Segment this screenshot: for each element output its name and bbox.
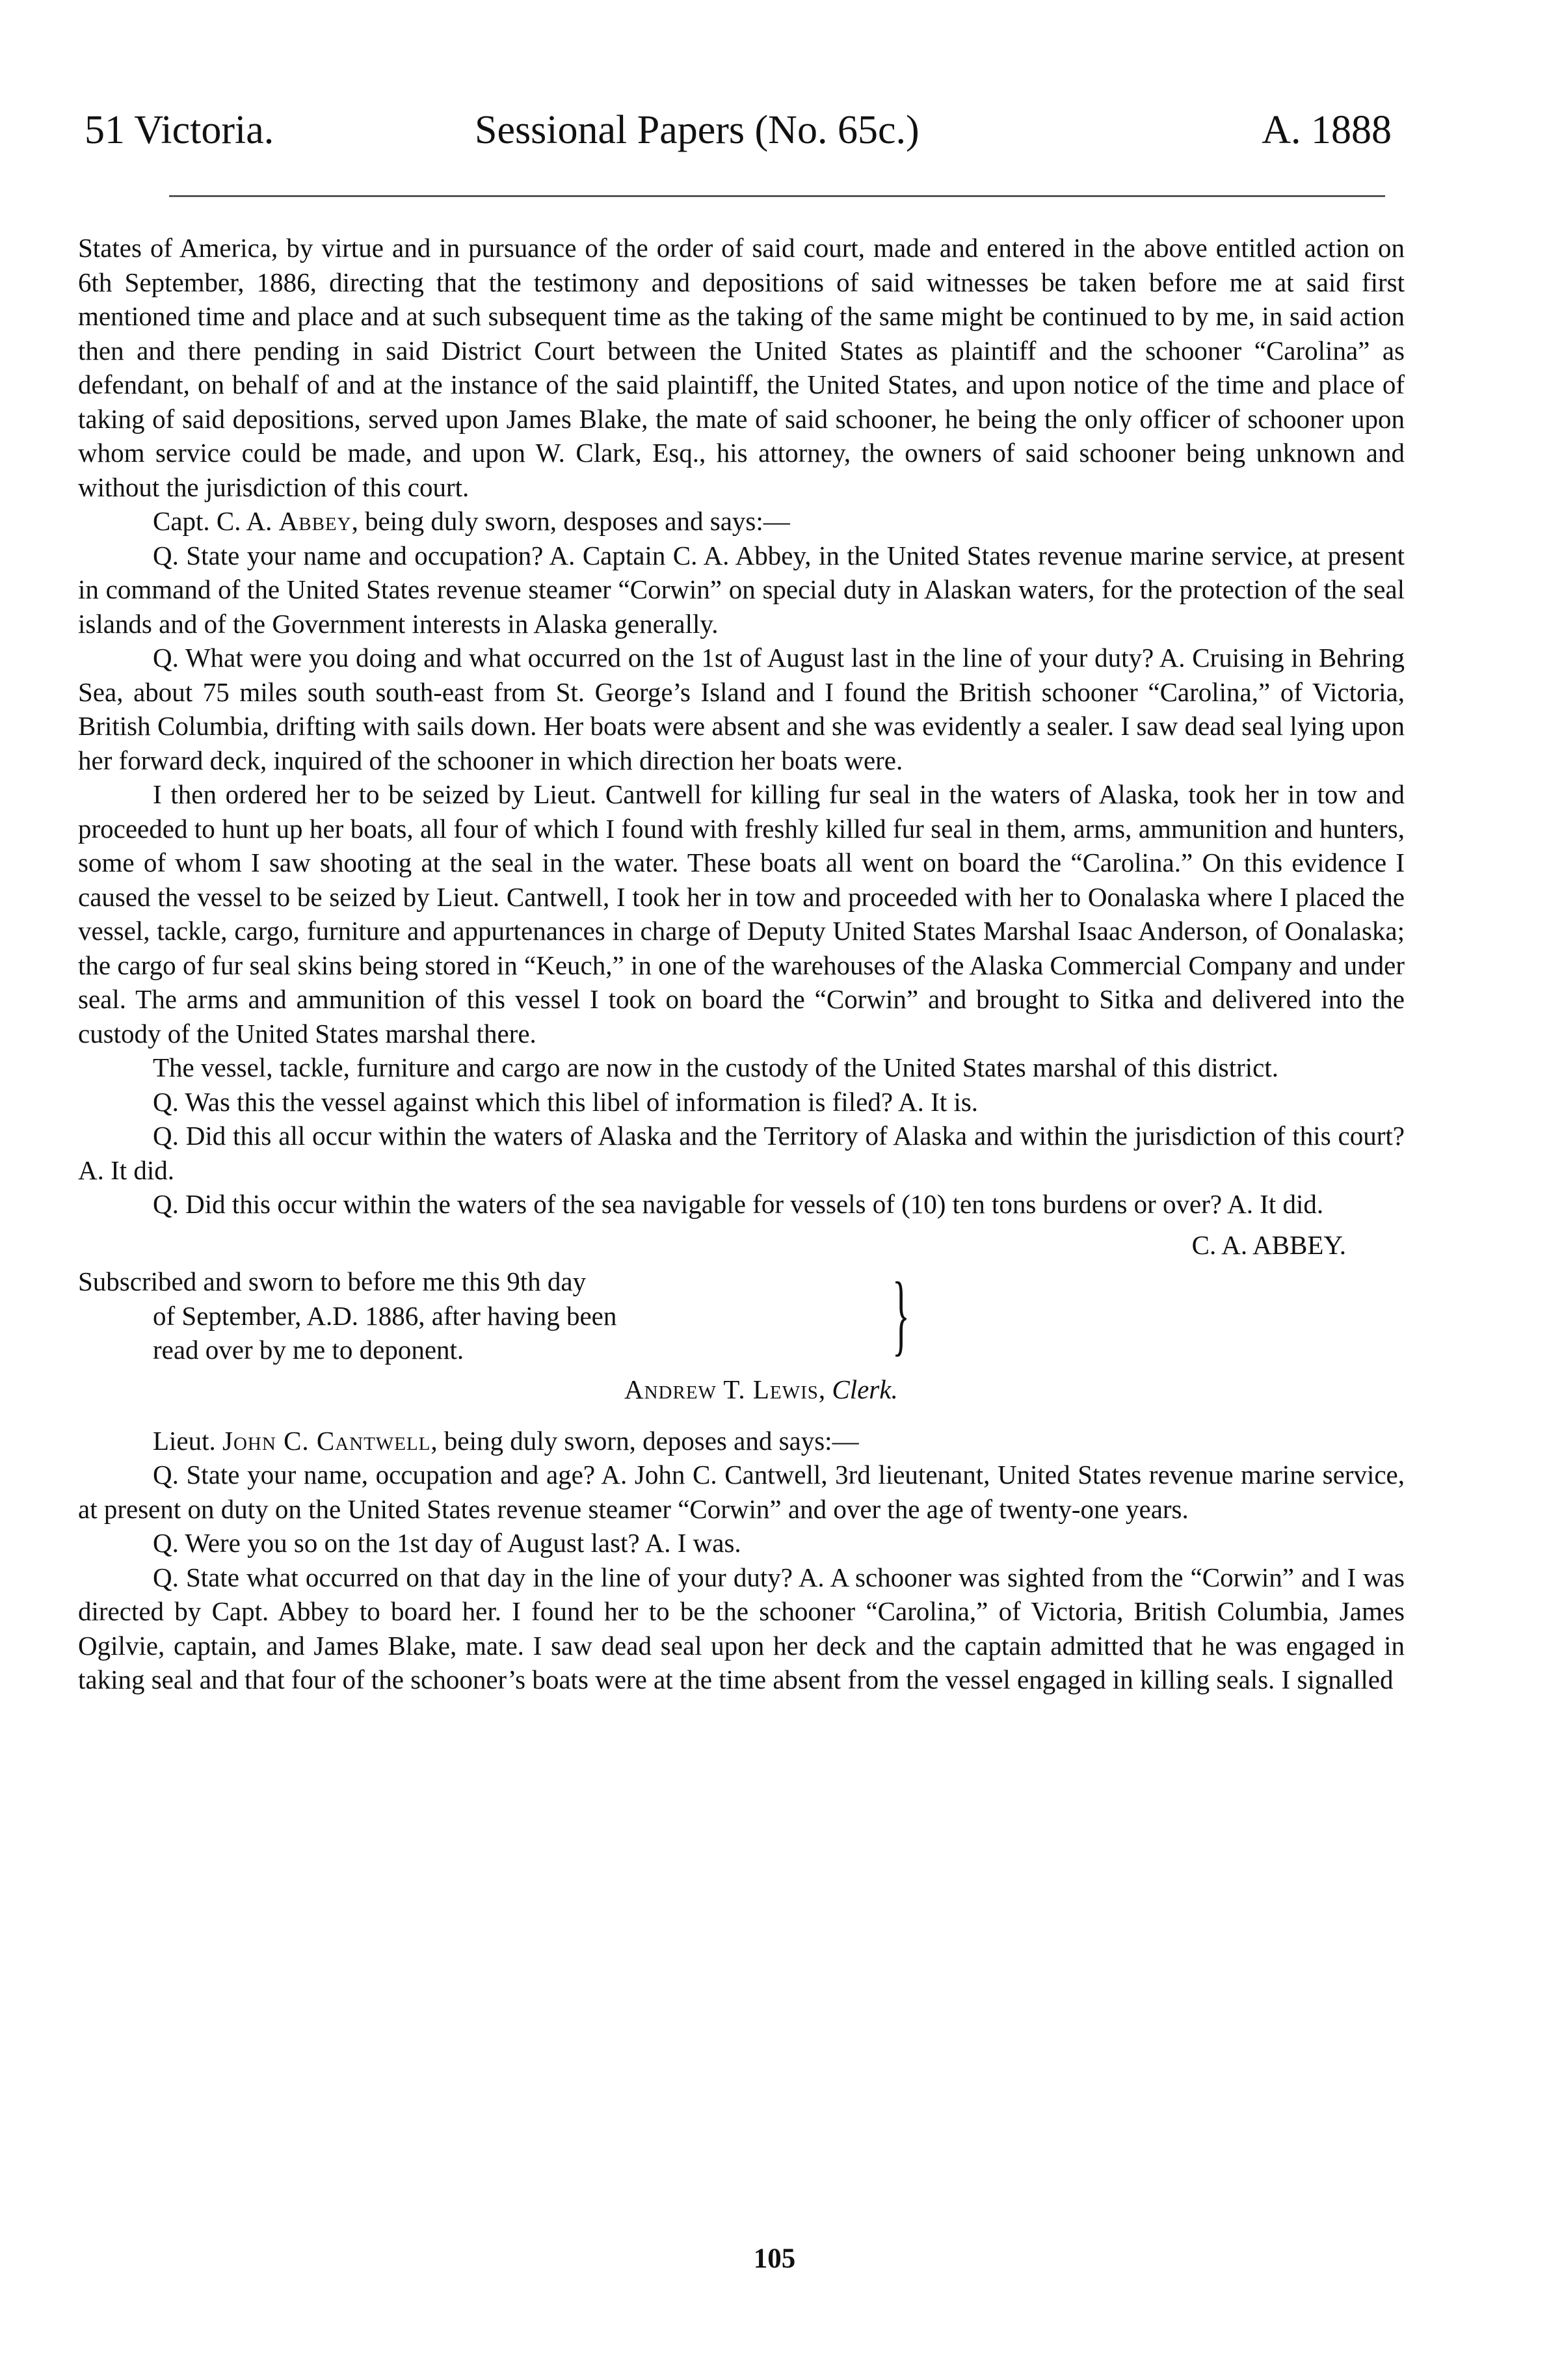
clerk-name: Andrew T. Lewis — [624, 1374, 819, 1404]
document-body — [78, 231, 1405, 1697]
abbey-paragraph: Q. State your name and occupation? A. Captain C. A. Abbey, in the United States revenue marine service, at present in command of the United States revenue steamer “Corwin” on special duty in Alaskan waters, for the protection of the seal islands and of the Government interests in Alaska generally. — [78, 540, 1405, 639]
running-header — [85, 107, 1392, 166]
jurat-brace: } — [892, 1264, 910, 1365]
header-year: A. 1888 — [1262, 108, 1392, 152]
jurat-line: Subscribed and sworn to before me this 9th day — [78, 1266, 587, 1296]
jurat-block — [78, 1264, 1405, 1370]
abbey-intro-prefix: Capt. C. A. — [153, 506, 279, 536]
jurat-line: read over by me to deponent. — [153, 1335, 464, 1365]
abbey-intro — [78, 504, 1405, 539]
cantwell-intro — [78, 1424, 1405, 1458]
cantwell-paragraph: Q. State your name, occupation and age? A. John C. Cantwell, 3rd lieutenant, United States revenue marine service, at present on duty on the United States revenue steamer “Corwin” and over the age of twenty-one years. — [78, 1460, 1405, 1524]
cantwell-intro-name: John C. Cantwell — [222, 1425, 431, 1456]
abbey-paragraph: The vessel, tackle, furniture and cargo are now in the custody of the United States marshal of this district. — [153, 1052, 1279, 1082]
abbey-paragraph: Q. Was this the vessel against which this libel of information is filed? A. It is. — [153, 1086, 979, 1117]
jurat-text — [78, 1264, 858, 1367]
abbey-intro-suffix: , being duly sworn, desposes and says:— — [351, 506, 790, 536]
clerk-signature — [78, 1372, 1405, 1407]
abbey-signature: C. A. ABBEY. — [1191, 1229, 1346, 1260]
jurat-line: of September, A.D. 1886, after having been — [153, 1300, 617, 1331]
clerk-title: Clerk. — [832, 1374, 898, 1404]
opening-paragraph: States of America, by virtue and in pursuance of the order of said court, made and entered in the above entitled action on 6th September, 1886, directing that the testimony and depositions of said witnesses be taken before me at said first mentioned time and place and at such subsequent time as the taking of the same might be continued to by me, in said action then and there pending in said District Court between the United States as plaintiff and the schooner “Carolina” as defendant, on behalf of and at the instance of the said plaintiff, the United States, and upon notice of the time and place of taking of said depositions, served upon James Blake, the mate of said schooner, he being the only officer of schooner upon whom service could be made, and upon W. Clark, Esq., his attorney, the owners of said schooner being unknown and without the jurisdiction of this court. — [78, 233, 1405, 502]
clerk-separator: , — [818, 1374, 832, 1404]
header-sessional-papers: Sessional Papers (No. 65c.) — [475, 108, 920, 152]
abbey-paragraph: I then ordered her to be seized by Lieut. Cantwell for killing fur seal in the waters of Alaska, took her in tow and proceeded to hunt up her boats, all four of which I found with freshly killed fur seal in them, arms, ammunition and hunters, some of whom I saw shooting at the seal in the water. These boats all went on board the “Carolina.” On this evidence I caused the vessel to be seized by Lieut. Cantwell, I took her in tow and proceeded with her to Oonalaska where I placed the vessel, tackle, cargo, furniture and appurtenances in charge of Deputy United States Marshal Isaac Anderson, of Oonalaska; the cargo of fur seal skins being stored in “Keuch,” in one of the warehouses of the Alaska Commercial Company and under seal. The arms and ammunition of this vessel I took on board the “Corwin” and brought to Sitka and delivered into the custody of the United States marshal there. — [78, 779, 1405, 1049]
header-volume: 51 Victoria. — [85, 108, 274, 152]
header-rule — [169, 195, 1385, 197]
cantwell-paragraph: Q. Were you so on the 1st day of August last? A. I was. — [153, 1528, 741, 1558]
cantwell-intro-prefix: Lieut. — [153, 1425, 223, 1456]
cantwell-intro-suffix: , being duly sworn, deposes and says:— — [430, 1425, 859, 1456]
cantwell-paragraph: Q. State what occurred on that day in the line of your duty? A. A schooner was sighted from the “Corwin” and I was directed by Capt. Abbey to board her. I found her to be the schooner “Carolina,” of Victoria, British Columbia, James Ogilvie, captain, and James Blake, mate. I saw dead seal upon her deck and the captain admitted that he was engaged in taking seal and that four of the schooner’s boats were at the time absent from the vessel engaged in killing seals. I signalled — [78, 1562, 1405, 1694]
abbey-paragraph: Q. What were you doing and what occurred on the 1st of August last in the line of your duty? A. Cruising in Behring Sea, about 75 miles south south-east from St. George’s Island and I found the British schooner “Carolina,” of Victoria, British Columbia, drifting with sails down. Her boats were absent and she was evidently a sealer. I saw dead seal lying upon her forward deck, inquired of the schooner in which direction her boats were. — [78, 643, 1405, 775]
page-number: 105 — [753, 2243, 796, 2274]
abbey-paragraph: Q. Did this all occur within the waters of Alaska and the Territory of Alaska and within the jurisdiction of this court? A. It did. — [78, 1121, 1405, 1185]
abbey-intro-name: Abbey — [278, 506, 352, 536]
abbey-paragraph: Q. Did this occur within the waters of the sea navigable for vessels of (10) ten tons burdens or over? A. It did. — [153, 1189, 1324, 1219]
